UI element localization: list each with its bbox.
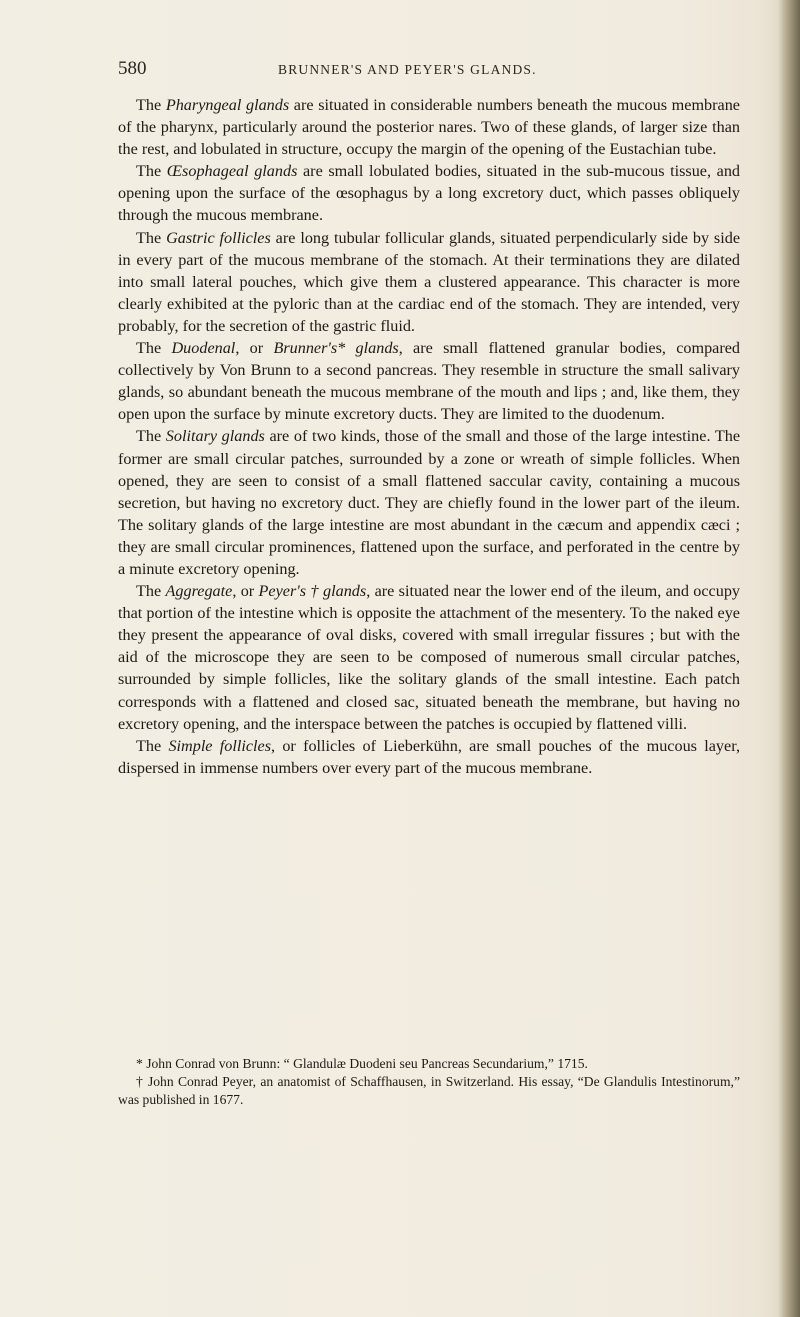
term-duodenal: Duodenal — [171, 339, 236, 358]
term-simple-follicles: Simple follicles — [168, 736, 272, 755]
paragraph-solitary: The Solitary glands are of two kinds, those of the small and those of the large intestine. The former are small circular patches, surrounded by a zone or wreath of simple follicles. When opened, they are seen to consist of a small flattened saccular cavity, containing a mucous secretion, but having no excretory duct. They are chiefly found in the lower part of the ileum. The solitary glands of the large intestine are most abundant in the cæcum and appendix cæci ; they are small circular prominences, flattened upon the surface, and perforated in the centre by a minute excretory opening. — [118, 427, 740, 578]
paragraph-pharyngeal: The Pharyngeal glands are situated in considerable numbers beneath the mucous membrane of the pharynx, particularly around the posterior nares. Two of these glands, of larger size than the rest, and lobulated in structure, occupy the margin of the opening of the Eustachian tube. — [118, 96, 740, 159]
term-pharyngeal-glands: Pharyngeal glands — [165, 96, 290, 114]
paragraph-aggregate: The Aggregate, or Peyer's † glands, are situated near the lower end of the ileum, and occupy that portion of the intestine which is opposite the attachment of the mesentery. To the naked eye they present the appearance of oval disks, covered with small irregular fissures ; but with the aid of the microscope they are seen to be composed of numerous small circular patches, surrounded by simple follicles, like the solitary glands of the small intestine. Each patch corresponds with a flattened and closed sac, situated beneath the membrane, but having no excretory opening, and the interspace between the patches is occupied by flattened villi. — [118, 582, 741, 733]
footnotes — [118, 1055, 740, 1109]
paragraph-simple-follicles: The Simple follicles, or follicles of Lieberkühn, are small pouches of the mucous layer, dispersed in immense numbers over every part of the mucous membrane. — [118, 736, 740, 777]
term-aggregate: Aggregate — [165, 582, 233, 601]
footnote-brunn: * John Conrad von Brunn: “ Glandulæ Duodeni seu Pancreas Secundarium,” 1715. — [136, 1056, 588, 1071]
page-number: 580 — [118, 58, 147, 79]
term-solitary-glands: Solitary glands — [165, 427, 265, 446]
page-header — [118, 58, 698, 82]
body-text — [118, 94, 740, 779]
footnote-peyer: † John Conrad Peyer, an anatomist of Schaffhausen, in Switzerland. His essay, “De Glandulis Intestinorum,” was published in 1677. — [118, 1074, 740, 1107]
page-edge-shadow — [778, 0, 800, 1317]
term-peyers-glands: Peyer's † glands — [258, 582, 367, 601]
term-brunners-glands: Brunner's* glands — [273, 339, 399, 358]
running-head: BRUNNER'S AND PEYER'S GLANDS. — [278, 62, 537, 77]
paragraph-duodenal: The Duodenal, or Brunner's* glands, are small flattened granular bodies, compared collectively by Von Brunn to a second pancreas. They resemble in structure the small salivary glands, so abundant beneath the mucous membrane of the mouth and lips ; and, like them, they open upon the surface by minute excretory ducts. They are limited to the duodenum. — [118, 339, 741, 424]
paragraph-oesophageal: The Œsophageal glands are small lobulated bodies, situated in the sub-mucous tissue, and opening upon the surface of the œsophagus by a long excretory duct, which passes obliquely through the mucous membrane. — [118, 162, 741, 225]
term-oesophageal-glands: Œsophageal glands — [166, 162, 298, 181]
paragraph-gastric: The Gastric follicles are long tubular follicular glands, situated perpendicularly side by side in every part of the mucous membrane of the stomach. At their terminations they are dilated into small lateral pouches, which give them a clustered appearance. This character is more clearly exhibited at the pyloric than at the cardiac end of the stomach. They are intended, very probably, for the secretion of the gastric fluid. — [118, 228, 741, 335]
term-gastric-follicles: Gastric follicles — [166, 228, 271, 247]
